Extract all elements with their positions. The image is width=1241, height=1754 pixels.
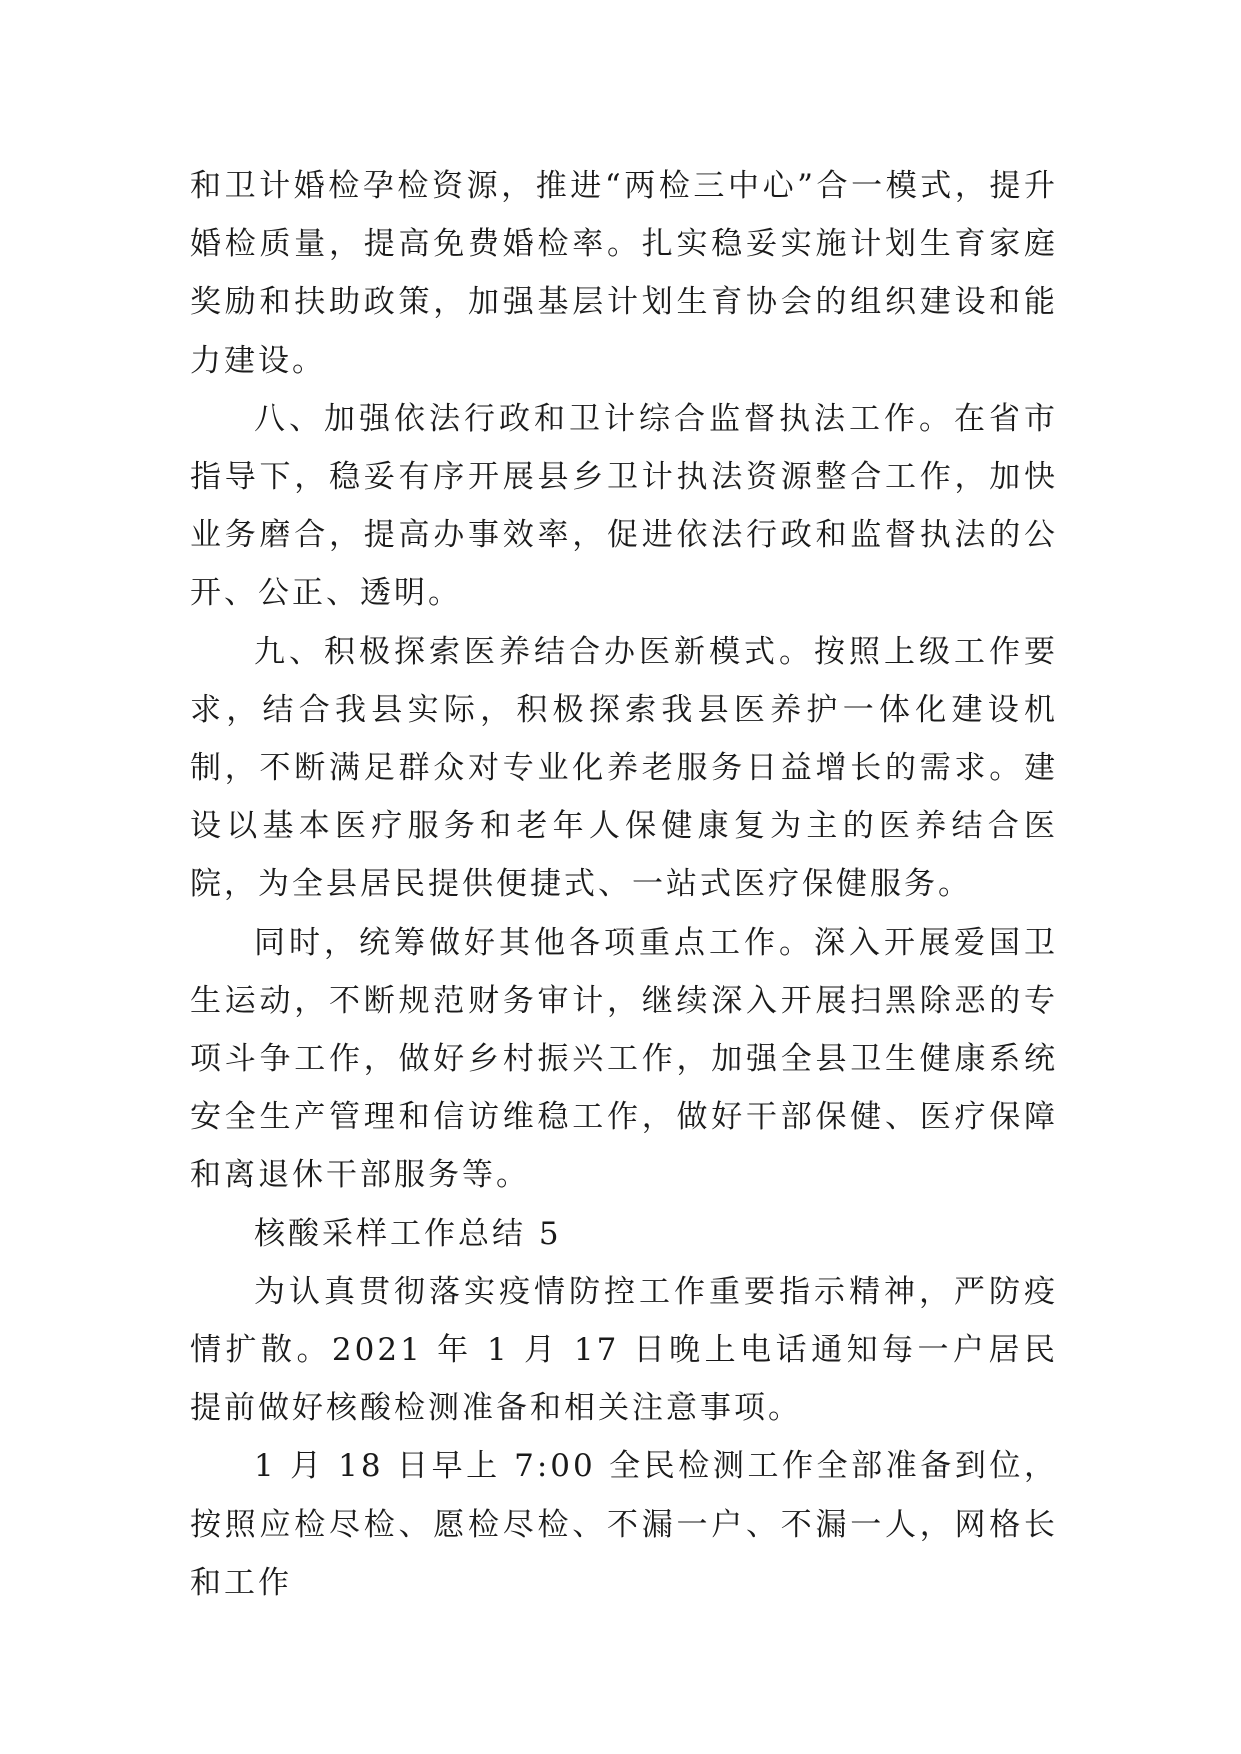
paragraph: 和卫计婚检孕检资源，推进“两检三中心”合一模式，提升婚检质量，提高免费婚检率。扎实稳妥实施计划生育家庭奖励和扶助政策，加强基层计划生育协会的组织建设和能力建设。	[190, 168, 1058, 379]
document-body	[190, 157, 1058, 1612]
paragraph: 同时，统筹做好其他各项重点工作。深入开展爱国卫生运动，不断规范财务审计，继续深入开展扫黑除恶的专项斗争工作，做好乡村振兴工作，加强全县卫生健康系统安全生产管理和信访维稳工作，做好干部保健、医疗保障和离退休干部服务等。	[190, 924, 1058, 1194]
paragraph: 八、加强依法行政和卫计综合监督执法工作。在省市指导下，稳妥有序开展县乡卫计执法资源整合工作，加快业务磨合，提高办事效率，促进依法行政和监督执法的公开、公正、透明。	[190, 400, 1058, 612]
paragraph: 1 月 18 日早上 7:00 全民检测工作全部准备到位，按照应检尽检、愿检尽检、不漏一户、不漏一人，网格长和工作	[190, 1448, 1058, 1601]
paragraph: 为认真贯彻落实疫情防控工作重要指示精神，严防疫情扩散。2021 年 1 月 17 日晚上电话通知每一户居民提前做好核酸检测准备和相关注意事项。	[190, 1273, 1058, 1427]
paragraph: 九、积极探索医养结合办医新模式。按照上级工作要求，结合我县实际，积极探索我县医养护一体化建设机制，不断满足群众对专业化养老服务日益增长的需求。建设以基本医疗服务和老年人保健康复为主的医养结合医院，为全县居民提供便捷式、一站式医疗保健服务。	[190, 633, 1058, 903]
section-heading: 核酸采样工作总结 5	[254, 1215, 562, 1252]
